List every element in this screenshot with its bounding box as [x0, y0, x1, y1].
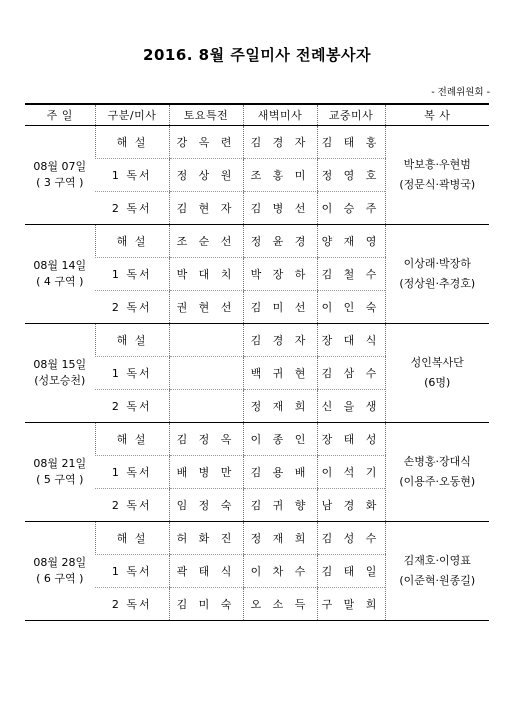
dawn-mass-cell: 박 장 하: [243, 258, 317, 291]
altar-servers-cell: [385, 324, 489, 423]
header-altar-servers: 복 사: [385, 104, 489, 126]
main-mass-cell: 장 태 성: [317, 423, 385, 456]
dawn-mass-cell: 백 귀 현: [243, 357, 317, 390]
main-mass-cell: 신 을 생: [317, 390, 385, 423]
main-mass-cell: 장 대 식: [317, 324, 385, 357]
servers-main: 손병홍·장대식: [403, 455, 471, 468]
date-cell: [25, 126, 95, 225]
district-label: ( 3 구역 ): [36, 176, 84, 189]
main-mass-cell: 양 재 영: [317, 225, 385, 258]
role-cell: 1 독서: [95, 357, 169, 390]
role-cell: 2 독서: [95, 489, 169, 522]
servers-alternate: (이용주·오동현): [399, 475, 476, 488]
date-label: 08월 21일: [33, 457, 87, 470]
role-cell: 1 독서: [95, 456, 169, 489]
role-cell: 해 설: [95, 225, 169, 258]
altar-servers-cell: [385, 126, 489, 225]
saturday-mass-cell: 박 대 치: [169, 258, 243, 291]
main-mass-cell: 김 태 홍: [317, 126, 385, 159]
dawn-mass-cell: 김 병 선: [243, 192, 317, 225]
servers-alternate: (이준혁·원종길): [399, 574, 476, 587]
date-label: 08월 14일: [33, 259, 87, 272]
main-mass-cell: 정 영 호: [317, 159, 385, 192]
dawn-mass-cell: 조 홍 미: [243, 159, 317, 192]
table-row: [25, 423, 489, 456]
servers-alternate: (정상원·추경호): [399, 277, 476, 290]
main-mass-cell: 남 경 화: [317, 489, 385, 522]
role-cell: 1 독서: [95, 555, 169, 588]
main-mass-cell: 구 말 희: [317, 588, 385, 621]
date-cell: [25, 423, 95, 522]
saturday-mass-cell: 김 현 자: [169, 192, 243, 225]
main-mass-cell: 김 성 수: [317, 522, 385, 555]
dawn-mass-cell: 김 용 배: [243, 456, 317, 489]
role-cell: 해 설: [95, 324, 169, 357]
saturday-mass-cell: 권 현 선: [169, 291, 243, 324]
servers-main: 김재호·이영표: [403, 554, 471, 567]
date-cell: [25, 522, 95, 621]
district-label: ( 4 구역 ): [36, 275, 84, 288]
saturday-mass-cell: [169, 357, 243, 390]
saturday-mass-cell: 김 정 옥: [169, 423, 243, 456]
main-mass-cell: 김 삼 수: [317, 357, 385, 390]
role-cell: 2 독서: [95, 192, 169, 225]
header-main-mass: 교중미사: [317, 104, 385, 126]
dawn-mass-cell: 김 귀 향: [243, 489, 317, 522]
dawn-mass-cell: 이 종 인: [243, 423, 317, 456]
table-row: [25, 126, 489, 159]
dawn-mass-cell: 정 재 희: [243, 522, 317, 555]
dawn-mass-cell: 정 재 희: [243, 390, 317, 423]
header-row: [25, 104, 489, 126]
dawn-mass-cell: 정 윤 경: [243, 225, 317, 258]
dawn-mass-cell: 김 경 자: [243, 324, 317, 357]
district-label: ( 6 구역 ): [36, 572, 84, 585]
dawn-mass-cell: 오 소 득: [243, 588, 317, 621]
header-saturday-mass: 토요특전: [169, 104, 243, 126]
main-mass-cell: 이 석 기: [317, 456, 385, 489]
header-role: 구분/미사: [95, 104, 169, 126]
role-cell: 2 독서: [95, 291, 169, 324]
main-mass-cell: 이 승 주: [317, 192, 385, 225]
organization-label: - 전례위원회 -: [431, 87, 490, 98]
altar-servers-cell: [385, 423, 489, 522]
role-cell: 해 설: [95, 126, 169, 159]
saturday-mass-cell: 정 상 원: [169, 159, 243, 192]
date-cell: [25, 225, 95, 324]
table-row: [25, 522, 489, 555]
servers-main: 이상래·박장하: [403, 257, 471, 270]
saturday-mass-cell: 조 순 선: [169, 225, 243, 258]
role-cell: 1 독서: [95, 159, 169, 192]
servers-alternate: (6명): [424, 376, 451, 389]
servers-main: 성인복사단: [410, 356, 464, 369]
main-mass-cell: 김 태 일: [317, 555, 385, 588]
dawn-mass-cell: 김 미 선: [243, 291, 317, 324]
saturday-mass-cell: 김 미 숙: [169, 588, 243, 621]
saturday-mass-cell: 배 병 만: [169, 456, 243, 489]
date-label: 08월 28일: [33, 556, 87, 569]
saturday-mass-cell: 임 정 숙: [169, 489, 243, 522]
date-label: 08월 15일: [33, 358, 87, 371]
role-cell: 2 독서: [95, 588, 169, 621]
altar-servers-cell: [385, 522, 489, 621]
date-cell: [25, 324, 95, 423]
schedule-body: [25, 126, 489, 621]
schedule-table: [25, 103, 489, 621]
saturday-mass-cell: [169, 324, 243, 357]
table-row: [25, 324, 489, 357]
dawn-mass-cell: 김 경 자: [243, 126, 317, 159]
header-sunday: 주 일: [25, 104, 95, 126]
servers-alternate: (정문식·곽병국): [399, 178, 476, 191]
role-cell: 1 독서: [95, 258, 169, 291]
saturday-mass-cell: [169, 390, 243, 423]
servers-main: 박보흥·우현범: [403, 158, 471, 171]
altar-servers-cell: [385, 225, 489, 324]
page-title: 2016. 8월 주일미사 전례봉사자: [143, 46, 371, 64]
saturday-mass-cell: 곽 태 식: [169, 555, 243, 588]
district-label: ( 5 구역 ): [36, 473, 84, 486]
role-cell: 2 독서: [95, 390, 169, 423]
saturday-mass-cell: 허 화 진: [169, 522, 243, 555]
saturday-mass-cell: 강 옥 련: [169, 126, 243, 159]
main-mass-cell: 이 인 숙: [317, 291, 385, 324]
main-mass-cell: 김 철 수: [317, 258, 385, 291]
role-cell: 해 설: [95, 423, 169, 456]
dawn-mass-cell: 이 차 수: [243, 555, 317, 588]
header-dawn-mass: 새벽미사: [243, 104, 317, 126]
date-label: 08월 07일: [33, 160, 87, 173]
role-cell: 해 설: [95, 522, 169, 555]
table-row: [25, 225, 489, 258]
district-label: (성모승천): [34, 374, 86, 387]
